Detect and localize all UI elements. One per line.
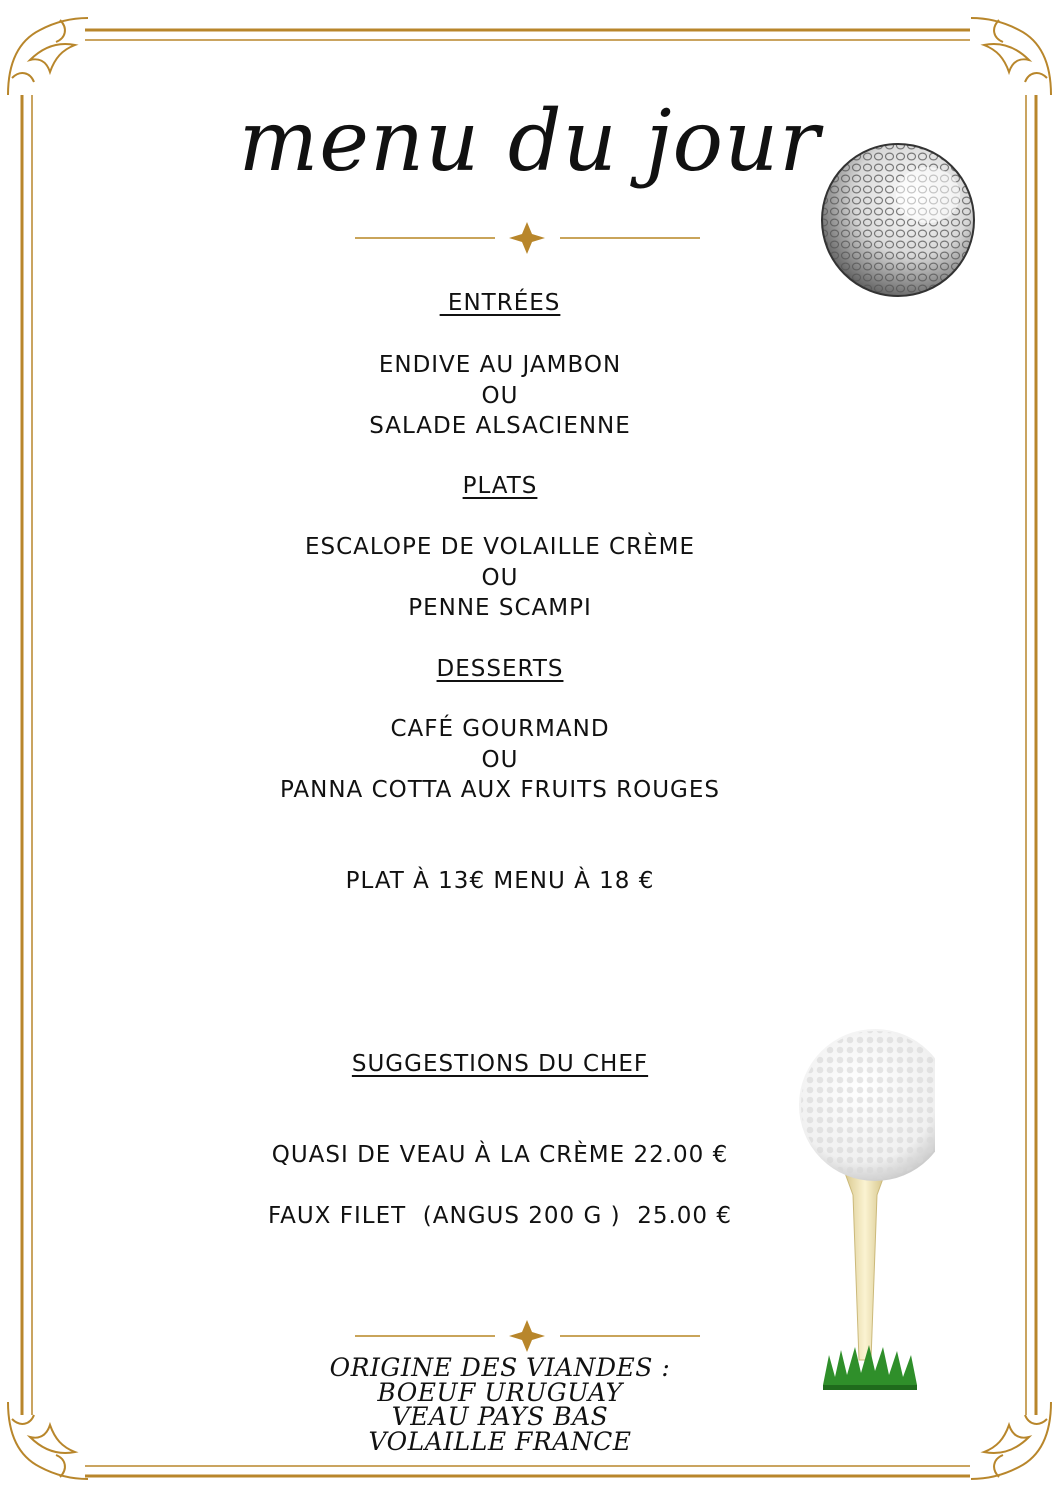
section-heading-entrees: ENTRÉES (439, 290, 561, 316)
origin-line: VEAU PAYS BAS (391, 1402, 609, 1431)
menu-item: SALADE ALSACIENNE (369, 413, 631, 439)
corner-ornament-icon (971, 18, 1051, 95)
golf-ball-icon (818, 140, 978, 300)
star-divider-icon (355, 220, 700, 256)
section-heading-suggestions: SUGGESTIONS DU CHEF (351, 1051, 649, 1077)
origin-line: VOLAILLE FRANCE (368, 1426, 632, 1456)
menu-item: OU (481, 746, 519, 773)
star-divider-icon (355, 1318, 700, 1354)
menu-item: OU (481, 382, 519, 409)
menu-item: ENDIVE AU JAMBON (378, 352, 622, 378)
menu-item: ESCALOPE DE VOLAILLE CRÈME (304, 534, 695, 560)
section-heading-plats: PLATS (462, 473, 538, 499)
origin-line: BOEUF URUGUAY (377, 1377, 623, 1407)
menu-item: PANNA COTTA AUX FRUITS ROUGES (279, 777, 720, 803)
menu-item: OU (481, 564, 519, 591)
golf-ball-on-tee-icon (795, 1025, 935, 1395)
menu-item: PENNE SCAMPI (408, 595, 592, 621)
pricing-line: PLAT À 13€ MENU À 18 € (345, 868, 655, 894)
corner-ornament-icon (8, 18, 88, 95)
suggestion-item: QUASI DE VEAU À LA CRÈME 22.00 € (271, 1142, 729, 1168)
suggestion-item: FAUX FILET (ANGUS 200 G ) 25.00 € (268, 1203, 732, 1229)
page-title: menu du jour (238, 92, 821, 190)
menu-item: CAFÉ GOURMAND (390, 716, 610, 742)
origin-title: ORIGINE DES VIANDES : (329, 1353, 671, 1382)
section-heading-desserts: DESSERTS (436, 656, 564, 682)
